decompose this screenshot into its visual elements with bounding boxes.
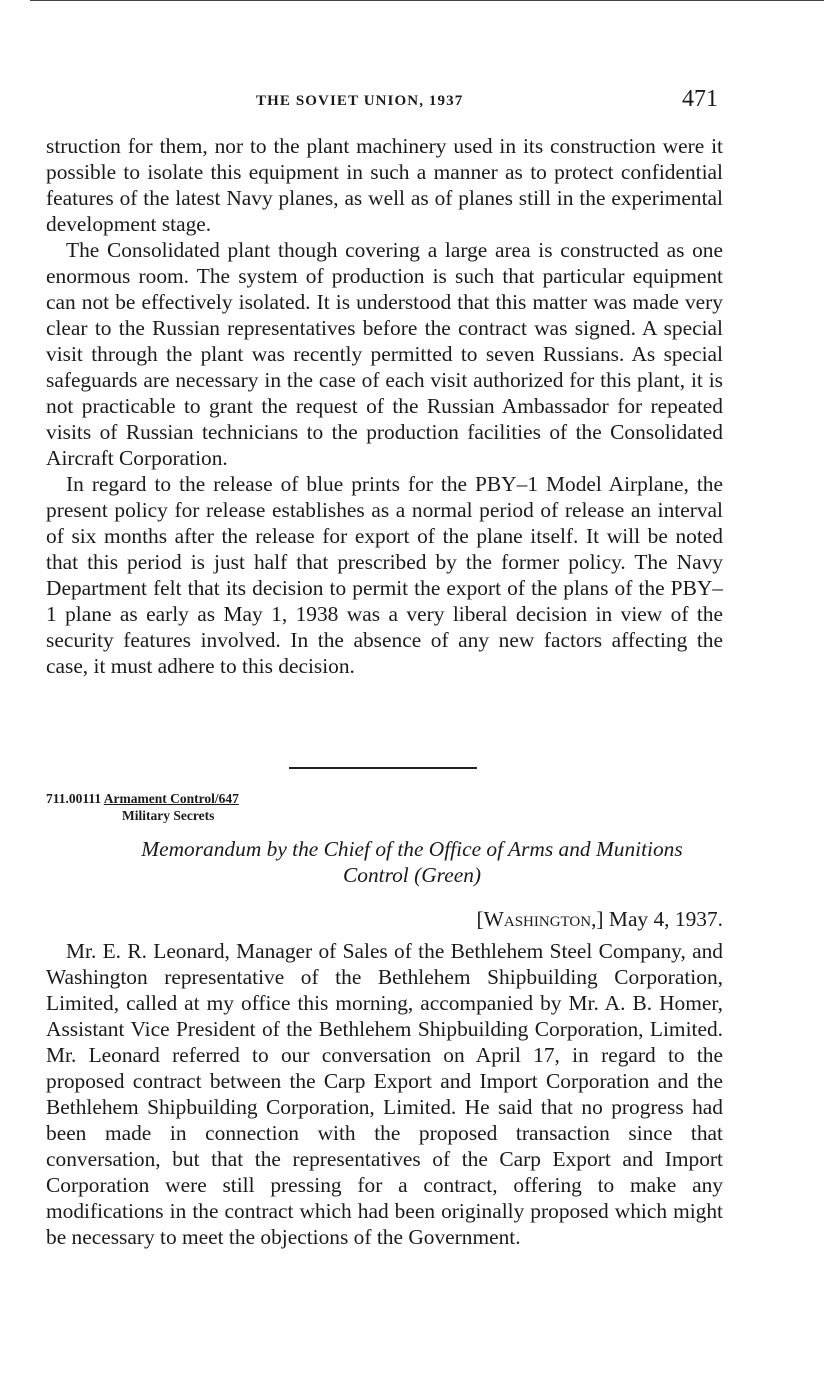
memorandum-body <box>46 938 723 1250</box>
dateline-date: May 4, 1937. <box>608 907 723 931</box>
page-number: 471 <box>682 86 718 112</box>
dateline-place: [Washington,] <box>476 907 604 931</box>
paragraph-continued: struction for them, nor to the plant machinery used in its construction were it possible to isolate this equipment in such a manner as to protect confidential features of the latest Navy planes, as well as of planes still in the experimental development stage. <box>46 134 723 236</box>
document-title <box>60 836 764 888</box>
running-head <box>0 86 824 118</box>
section-separator <box>289 767 477 769</box>
file-subject: Armament Control/647 <box>103 791 239 806</box>
file-reference <box>46 791 239 807</box>
paragraph-blue-prints: In regard to the release of blue prints for the PBY–1 Model Airplane, the present policy for release establishes as a normal period of release an interval of six months after the release for export of the plane itself. It will be noted that this period is just half that prescribed by the former policy. The Navy Department felt that its decision to permit the export of the plans of the PBY–1 plane as early as May 1, 1938 was a very liberal decision in view of the security features involved. In the absence of any new factors affecting the case, it must adhere to this decision. <box>46 472 723 678</box>
file-subheading: Military Secrets <box>122 808 215 823</box>
paragraph-consolidated-plant: The Consolidated plant though covering a large area is constructed as one enormous room. The system of production is such that particular equipment can not be effectively isolated. It is understood that this matter was made very clear to the Russian representatives before the contract was signed. A special visit through the plant was recently permitted to seven Russians. As special safeguards are necessary in the case of each visit authorized for this plant, it is not practicable to grant the request of the Russian Ambassador for repeated visits of Russian technicians to the production facilities of the Consolidated Aircraft Corporation. <box>46 238 723 470</box>
dateline <box>440 906 723 932</box>
document-title-line-2: Control (Green) <box>342 863 482 887</box>
running-title: THE SOVIET UNION, 1937 <box>256 93 464 109</box>
document-title-line-1: Memorandum by the Chief of the Office of Arms and Munitions <box>141 837 683 861</box>
text-block-continuation <box>46 133 723 679</box>
top-rule <box>30 0 824 1</box>
file-number: 711.00111 <box>46 791 102 806</box>
paragraph-leonard-visit: Mr. E. R. Leonard, Manager of Sales of the Bethlehem Steel Company, and Washington representative of the Bethlehem Shipbuilding Corporation, Limited, called at my office this morning, accompanied by Mr. A. B. Homer, Assistant Vice President of the Bethlehem Shipbuilding Corporation, Limited. Mr. Leonard referred to our conversation on April 17, in regard to the proposed contract between the Carp Export and Import Corporation and the Bethlehem Shipbuilding Corporation, Limited. He said that no progress had been made in connection with the proposed transaction since that conversation, but that the representatives of the Carp Export and Import Corporation were still pressing for a contract, offering to make any modifications in the contract which had been originally proposed which might be necessary to meet the objections of the Government. <box>46 939 723 1249</box>
